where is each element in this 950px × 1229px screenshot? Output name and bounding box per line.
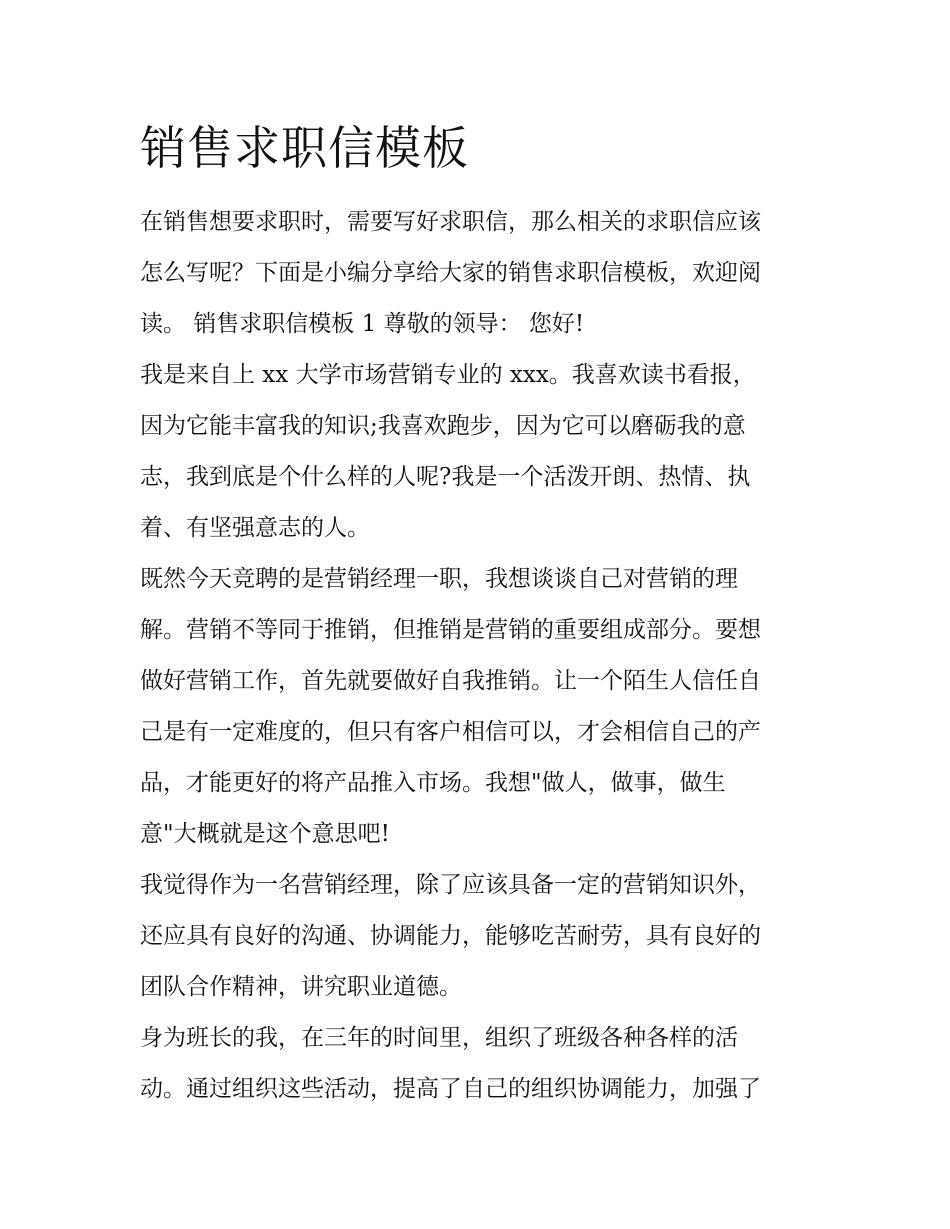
text-line: 己是有一定难度的，但只有客户相信可以，才会相信自己的产 bbox=[140, 719, 761, 745]
text-line: 身为班长的我，在三年的时间里，组织了班级各种各样的活 bbox=[140, 1025, 738, 1051]
text-line: 怎么写呢？下面是小编分享给大家的销售求职信模板，欢迎阅 bbox=[140, 260, 761, 286]
text-line: 做好营销工作，首先就要做好自我推销。让一个陌生人信任自 bbox=[140, 668, 761, 694]
text-line: 还应具有良好的沟通、协调能力，能够吃苦耐劳，具有良好的 bbox=[140, 923, 761, 949]
text-line: 意"大概就是这个意思吧! bbox=[140, 821, 390, 847]
text-line: 品，才能更好的将产品推入市场。我想"做人，做事，做生 bbox=[140, 770, 726, 796]
text-line: 动。通过组织这些活动，提高了自己的组织协调能力，加强了 bbox=[140, 1076, 761, 1102]
document-body bbox=[140, 197, 820, 1115]
text-line: 着、有坚强意志的人。 bbox=[140, 515, 370, 541]
text-line: 解。营销不等同于推销，但推销是营销的重要组成部分。要想 bbox=[140, 617, 761, 643]
text-line: 团队合作精神，讲究职业道德。 bbox=[140, 974, 462, 1000]
text-line: 我是来自上 xx 大学市场营销专业的 xxx。我喜欢读书看报， bbox=[140, 362, 756, 388]
text-line: 读。 销售求职信模板 1 尊敬的领导： 您好! bbox=[140, 311, 585, 337]
document-title: 销售求职信模板 bbox=[140, 121, 469, 175]
text-line: 因为它能丰富我的知识;我喜欢跑步，因为它可以磨砺我的意 bbox=[140, 413, 746, 439]
text-line: 志，我到底是个什么样的人呢?我是一个活泼开朗、热情、执 bbox=[140, 464, 751, 490]
text-line: 在销售想要求职时，需要写好求职信，那么相关的求职信应该 bbox=[140, 209, 761, 235]
text-line: 既然今天竞聘的是营销经理一职，我想谈谈自己对营销的理 bbox=[140, 566, 738, 592]
text-line: 我觉得作为一名营销经理，除了应该具备一定的营销知识外， bbox=[140, 872, 761, 898]
